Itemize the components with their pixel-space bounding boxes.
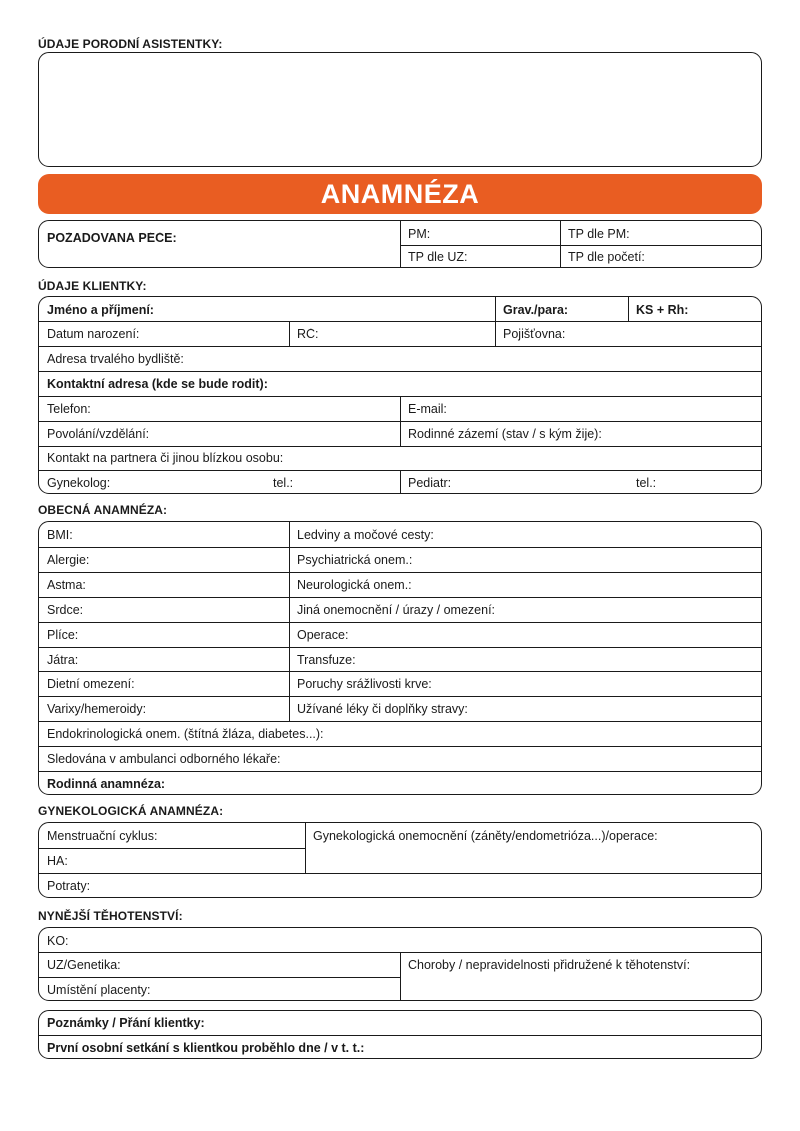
birth-date-field[interactable]: Datum narození: bbox=[47, 328, 140, 341]
insurance-field[interactable]: Pojišťovna: bbox=[503, 328, 566, 341]
gyn-box bbox=[38, 822, 762, 898]
general-left-field[interactable]: BMI: bbox=[47, 529, 73, 542]
general-left-field[interactable]: Astma: bbox=[47, 579, 86, 592]
general-right-field[interactable]: Neurologická onem.: bbox=[297, 579, 412, 592]
pregnancy-box bbox=[38, 927, 762, 1001]
first-meeting-field[interactable]: První osobní setkání s klientkou proběhlo dne / v t. t.: bbox=[47, 1042, 365, 1055]
abortions-field[interactable]: Potraty: bbox=[47, 880, 91, 893]
general-right-field[interactable]: Užívané léky či doplňky stravy: bbox=[297, 703, 468, 716]
ko-field[interactable]: KO: bbox=[47, 935, 69, 948]
placenta-position-field[interactable]: Umístění placenty: bbox=[47, 984, 151, 997]
tp-uz-field[interactable]: TP dle UZ: bbox=[408, 251, 468, 264]
phone-field[interactable]: Telefon: bbox=[47, 403, 91, 416]
client-section-label: ÚDAJE KLIENTKY: bbox=[38, 279, 147, 293]
page-title: ANAMNÉZA bbox=[38, 174, 762, 214]
pregnancy-conditions-field[interactable]: Choroby / nepravidelnosti přidružené k těhotenství: bbox=[408, 959, 691, 972]
grav-para-field[interactable]: Grav./para: bbox=[503, 304, 569, 317]
general-left-field[interactable]: Dietní omezení: bbox=[47, 678, 135, 691]
family-status-field[interactable]: Rodinné zázemí (stav / s kým žije): bbox=[408, 428, 602, 441]
ha-field[interactable]: HA: bbox=[47, 855, 68, 868]
gyn-section-label: GYNEKOLOGICKÁ ANAMNÉZA: bbox=[38, 804, 224, 818]
general-right-field[interactable]: Poruchy srážlivosti krve: bbox=[297, 678, 432, 691]
uz-genetics-field[interactable]: UZ/Genetika: bbox=[47, 959, 121, 972]
pediatrician-field[interactable]: Pediatr: bbox=[408, 477, 452, 490]
general-right-field[interactable]: Ledviny a močové cesty: bbox=[297, 529, 434, 542]
general-left-field[interactable]: Plíce: bbox=[47, 629, 79, 642]
tp-pm-field[interactable]: TP dle PM: bbox=[568, 228, 630, 241]
email-field[interactable]: E-mail: bbox=[408, 403, 447, 416]
rc-field[interactable]: RČ: bbox=[297, 328, 319, 341]
gynecologist-field[interactable]: Gynekolog: bbox=[47, 477, 111, 490]
client-box bbox=[38, 296, 762, 494]
ks-rh-field[interactable]: KS + Rh: bbox=[636, 304, 689, 317]
client-wishes-field[interactable]: Poznámky / Přání klientky: bbox=[47, 1017, 205, 1030]
pm-field[interactable]: PM: bbox=[408, 228, 431, 241]
gynecologist-phone-field[interactable]: tel.: bbox=[273, 477, 294, 490]
gyn-diseases-field[interactable]: Gynekologická onemocnění (záněty/endometrióza...)/operace: bbox=[313, 830, 658, 843]
midwife-section-label: ÚDAJE PORODNÍ ASISTENTKY: bbox=[38, 37, 223, 51]
menstrual-cycle-field[interactable]: Menstruační cyklus: bbox=[47, 830, 158, 843]
general-left-field[interactable]: Varixy/hemeroidy: bbox=[47, 703, 147, 716]
care-box bbox=[38, 220, 762, 268]
name-field[interactable]: Jméno a příjmení: bbox=[47, 304, 154, 317]
general-left-field[interactable]: Alergie: bbox=[47, 554, 90, 567]
general-right-field[interactable]: Operace: bbox=[297, 629, 349, 642]
partner-contact-field[interactable]: Kontakt na partnera či jinou blízkou osobu: bbox=[47, 452, 284, 465]
general-right-field[interactable]: Jiná onemocnění / úrazy / omezení: bbox=[297, 604, 496, 617]
pregnancy-section-label: NYNĚJŠÍ TĚHOTENSTVÍ: bbox=[38, 909, 183, 923]
address-field[interactable]: Adresa trvalého bydliště: bbox=[47, 353, 184, 366]
midwife-notes-field[interactable] bbox=[38, 52, 762, 167]
care-label: POŽADOVANÁ PÉČE: bbox=[47, 232, 177, 245]
occupation-field[interactable]: Povolání/vzdělání: bbox=[47, 428, 150, 441]
specialist-field[interactable]: Sledována v ambulanci odborného lékaře: bbox=[47, 753, 281, 766]
general-right-field[interactable]: Psychiatrická onem.: bbox=[297, 554, 413, 567]
general-section-label: OBECNÁ ANAMNÉZA: bbox=[38, 503, 168, 517]
tp-count-field[interactable]: TP dle početí: bbox=[568, 251, 645, 264]
pediatrician-phone-field[interactable]: tel.: bbox=[636, 477, 657, 490]
family-history-field[interactable]: Rodinná anamnéza: bbox=[47, 778, 166, 791]
general-right-field[interactable]: Transfuze: bbox=[297, 654, 356, 667]
general-left-field[interactable]: Srdce: bbox=[47, 604, 84, 617]
general-left-field[interactable]: Játra: bbox=[47, 654, 79, 667]
notes-box bbox=[38, 1010, 762, 1059]
contact-address-field[interactable]: Kontaktní adresa (kde se bude rodit): bbox=[47, 378, 268, 391]
general-box bbox=[38, 521, 762, 795]
endocrine-field[interactable]: Endokrinologická onem. (štítná žláza, diabetes...): bbox=[47, 728, 324, 741]
